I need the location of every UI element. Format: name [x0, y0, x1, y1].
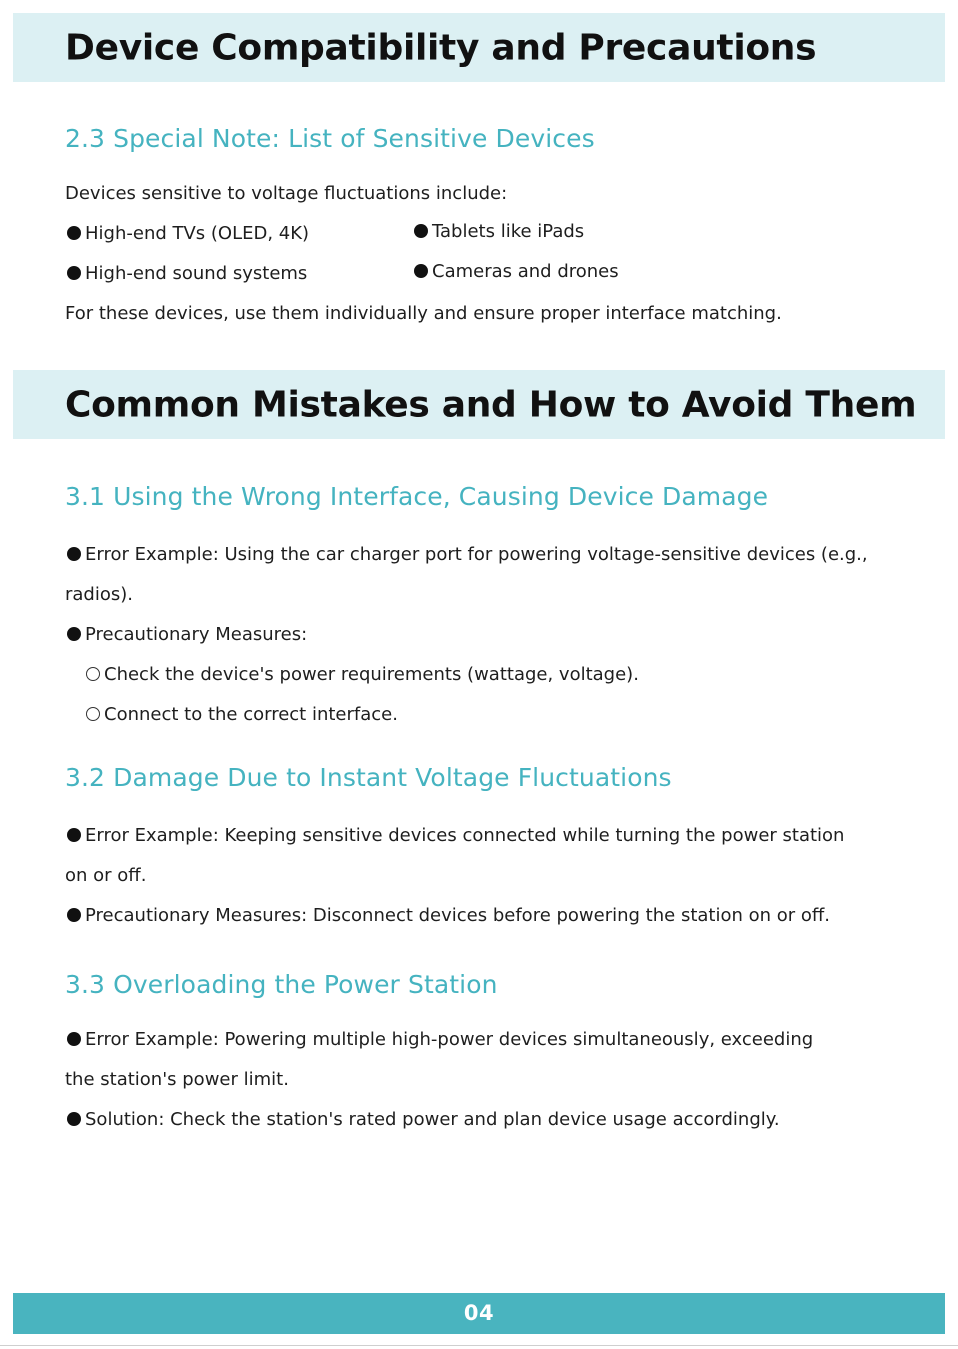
error-example: Error Example: Powering multiple high-power devices simultaneously, exceeding: [67, 1028, 813, 1052]
device-list-item: Cameras and drones: [414, 260, 619, 284]
section-title: Device Compatibility and Precautions: [65, 27, 817, 68]
bullet-filled-icon: [414, 264, 428, 278]
bullet-filled-icon: [414, 224, 428, 238]
bullet-filled-icon: [67, 1032, 81, 1046]
sensitive-devices-intro: Devices sensitive to voltage fluctuations include:: [65, 183, 508, 204]
precautionary-measures: Precautionary Measures: Disconnect devices before powering the station on or off.: [67, 904, 830, 928]
bullet-filled-icon: [67, 908, 81, 922]
bullet-filled-icon: [67, 226, 81, 240]
error-example-continued: on or off.: [65, 865, 147, 886]
subsection-heading-3-1: 3.1 Using the Wrong Interface, Causing Device Damage: [65, 482, 769, 511]
device-list-item: Tablets like iPads: [414, 220, 584, 244]
section-title: Common Mistakes and How to Avoid Them: [65, 384, 917, 425]
solution: Solution: Check the station's rated power and plan device usage accordingly.: [67, 1108, 780, 1132]
subsection-heading-3-2: 3.2 Damage Due to Instant Voltage Fluctuations: [65, 763, 672, 792]
section-banner-common-mistakes: [13, 370, 945, 439]
bullet-filled-icon: [67, 828, 81, 842]
subsection-heading-3-3: 3.3 Overloading the Power Station: [65, 970, 498, 999]
page-footer: [13, 1293, 945, 1334]
page-number: 04: [463, 1301, 495, 1325]
section-banner-device-compatibility: [13, 13, 945, 82]
precautionary-measures-label: Precautionary Measures:: [67, 623, 307, 647]
subsection-heading-2-3: 2.3 Special Note: List of Sensitive Devices: [65, 124, 595, 153]
device-list-item: High-end TVs (OLED, 4K): [67, 222, 309, 246]
bullet-filled-icon: [67, 266, 81, 280]
bullet-filled-icon: [67, 627, 81, 641]
bullet-filled-icon: [67, 547, 81, 561]
measure-item: Check the device's power requirements (wattage, voltage).: [86, 663, 639, 687]
error-example: Error Example: Using the car charger port for powering voltage-sensitive devices (e.g.,: [67, 543, 868, 567]
measure-item: Connect to the correct interface.: [86, 703, 398, 727]
error-example: Error Example: Keeping sensitive devices connected while turning the power station: [67, 824, 844, 848]
error-example-continued: the station's power limit.: [65, 1069, 289, 1090]
device-list-item: High-end sound systems: [67, 262, 307, 286]
error-example-continued: radios).: [65, 584, 133, 605]
bullet-hollow-icon: [86, 667, 100, 681]
bullet-hollow-icon: [86, 707, 100, 721]
page-bottom-rule: [0, 1345, 958, 1346]
sensitive-devices-note: For these devices, use them individually and ensure proper interface matching.: [65, 303, 782, 324]
bullet-filled-icon: [67, 1112, 81, 1126]
